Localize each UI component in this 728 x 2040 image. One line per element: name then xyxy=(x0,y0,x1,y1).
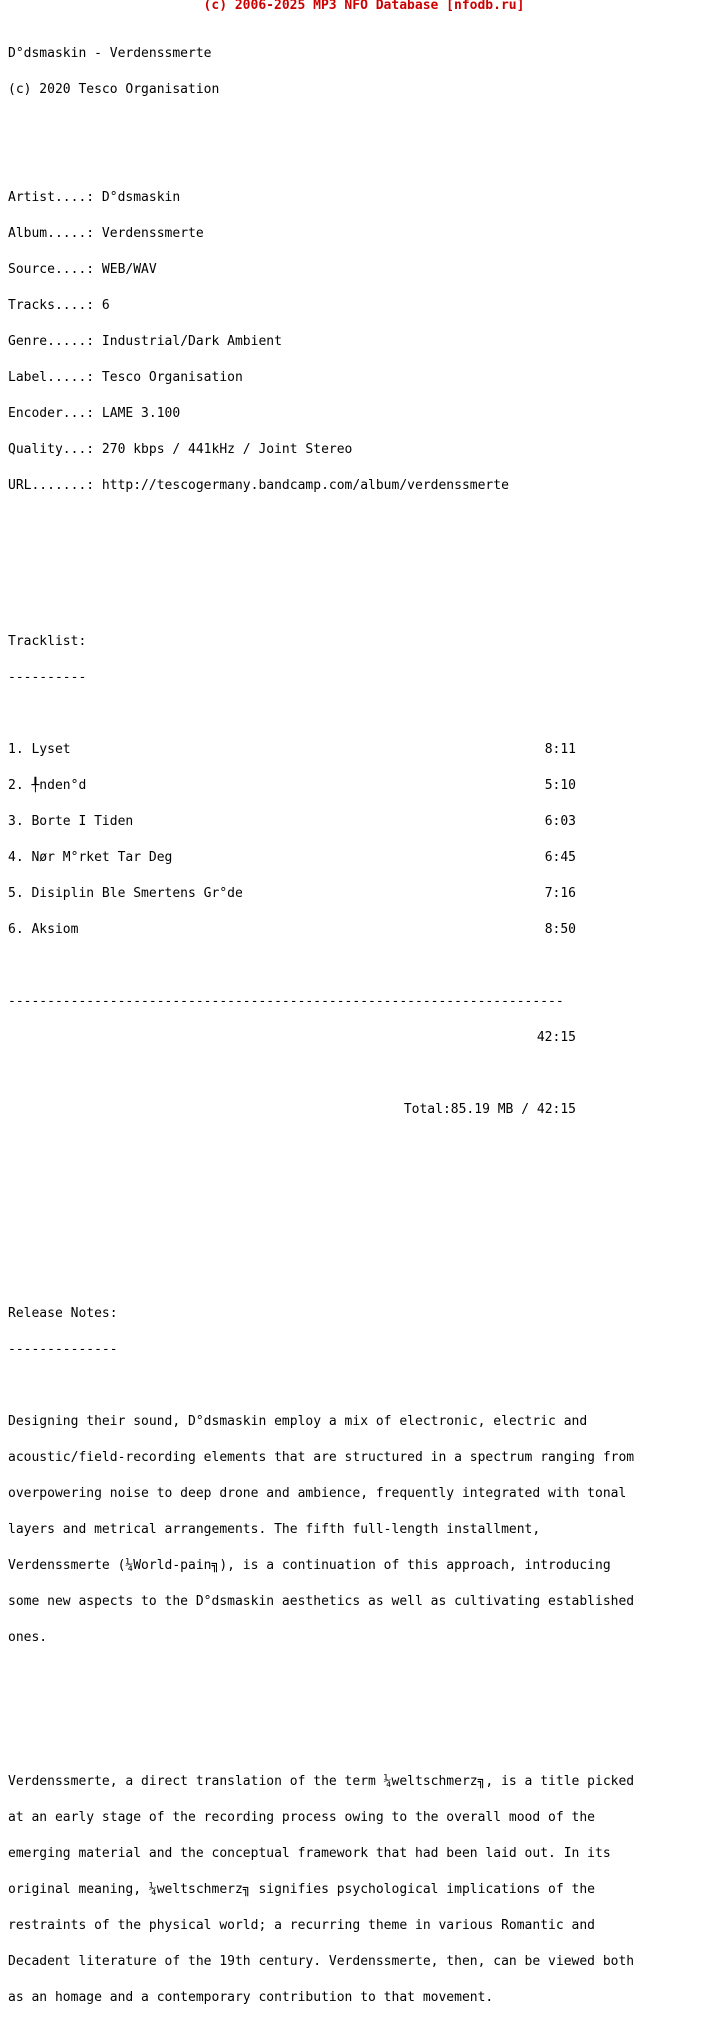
notes-line: ones. xyxy=(8,1630,48,1645)
blank-line xyxy=(8,1704,634,1716)
notes-line: original meaning, ¼weltschmerz╗ signifies psychological implications of the xyxy=(8,1882,595,1897)
info-value: LAME 3.100 xyxy=(101,406,181,421)
info-row xyxy=(8,372,634,384)
track-name: 3. Borte I Tiden xyxy=(8,814,134,829)
info-row xyxy=(8,444,634,456)
track-time: 5:10 xyxy=(544,778,576,793)
track-name: 4. Nør M°rket Tar Deg xyxy=(8,850,173,865)
info-key: Genre.....: xyxy=(8,334,95,349)
info-value: 270 kbps / 441kHz / Joint Stereo xyxy=(101,442,353,457)
release-notes-paragraph-1 xyxy=(8,1392,634,1668)
info-value: Tesco Organisation xyxy=(101,370,243,385)
notes-line: overpowering noise to deep drone and ambience, frequently integrated with tonal xyxy=(8,1486,627,1501)
notes-line: some new aspects to the D°dsmaskin aesthetics as well as cultivating established xyxy=(8,1594,635,1609)
blank-line xyxy=(8,588,634,600)
notes-line: as an homage and a contemporary contribution to that movement. xyxy=(8,1990,494,2005)
info-row xyxy=(8,408,634,420)
info-row xyxy=(8,336,634,348)
track-name: 6. Aksiom xyxy=(8,922,79,937)
info-block xyxy=(8,168,634,516)
total-time: 42:15 xyxy=(536,1030,576,1045)
track-row xyxy=(8,816,634,828)
notes-line: at an early stage of the recording process owing to the overall mood of the xyxy=(8,1810,595,1825)
track-list xyxy=(8,720,634,960)
info-key: Encoder...: xyxy=(8,406,95,421)
release-title: D°dsmaskin - Verdenssmerte xyxy=(8,46,212,61)
info-row xyxy=(8,264,634,276)
info-value: http://tescogermany.bandcamp.com/album/verdenssmerte xyxy=(101,478,509,493)
info-key: Source....: xyxy=(8,262,95,277)
blank-line xyxy=(8,552,634,564)
track-time: 6:03 xyxy=(544,814,576,829)
blank-line xyxy=(8,120,634,132)
blank-line xyxy=(8,1224,634,1236)
notes-line: emerging material and the conceptual framework that had been laid out. In its xyxy=(8,1846,611,1861)
info-key: URL.......: xyxy=(8,478,95,493)
site-banner: (c) 2006-2025 MP3 NFO Database [nfodb.ru] xyxy=(203,0,525,13)
info-key: Album.....: xyxy=(8,226,95,241)
notes-line: restraints of the physical world; a recurring theme in various Romantic and xyxy=(8,1918,595,1933)
track-name: 5. Disiplin Ble Smertens Gr°de xyxy=(8,886,243,901)
tracklist-heading: Tracklist: xyxy=(8,634,87,649)
track-row xyxy=(8,924,634,936)
info-row xyxy=(8,192,634,204)
info-value: D°dsmaskin xyxy=(101,190,181,205)
release-copyright: (c) 2020 Tesco Organisation xyxy=(8,82,220,97)
info-row xyxy=(8,480,634,492)
track-row xyxy=(8,852,634,864)
notes-line: Designing their sound, D°dsmaskin employ a mix of electronic, electric and xyxy=(8,1414,588,1429)
tracklist-separator: ----------------------------------------------------------------------- xyxy=(8,994,564,1009)
notes-line: layers and metrical arrangements. The fifth full-length installment, xyxy=(8,1522,541,1537)
track-row xyxy=(8,780,634,792)
track-name: 1. Lyset xyxy=(8,742,71,757)
info-key: Tracks....: xyxy=(8,298,95,313)
tracklist-underline: ---------- xyxy=(8,670,87,685)
release-notes-underline: -------------- xyxy=(8,1342,118,1357)
track-time: 7:16 xyxy=(544,886,576,901)
info-value: WEB/WAV xyxy=(101,262,157,277)
blank-line xyxy=(8,1068,634,1080)
info-row xyxy=(8,300,634,312)
release-notes-heading: Release Notes: xyxy=(8,1306,118,1321)
release-notes-paragraph-2 xyxy=(8,1752,634,2028)
total-size: Total:85.19 MB / 42:15 xyxy=(403,1102,576,1117)
nfo-text xyxy=(8,24,634,2040)
blank-line xyxy=(8,1152,634,1164)
track-row xyxy=(8,744,634,756)
info-row xyxy=(8,228,634,240)
blank-line xyxy=(8,1260,634,1272)
info-key: Quality...: xyxy=(8,442,95,457)
info-key: Label.....: xyxy=(8,370,95,385)
notes-line: Verdenssmerte (¼World-pain╗), is a continuation of this approach, introducing xyxy=(8,1558,611,1573)
info-key: Artist....: xyxy=(8,190,95,205)
blank-line xyxy=(8,1188,634,1200)
track-time: 6:45 xyxy=(544,850,576,865)
info-value: Industrial/Dark Ambient xyxy=(101,334,282,349)
track-name: 2. ╀nden°d xyxy=(8,778,87,793)
info-value: 6 xyxy=(101,298,110,313)
track-time: 8:11 xyxy=(544,742,576,757)
notes-line: Decadent literature of the 19th century. Verdenssmerte, then, can be viewed both xyxy=(8,1954,635,1969)
track-time: 8:50 xyxy=(544,922,576,937)
notes-line: acoustic/field-recording elements that are structured in a spectrum ranging from xyxy=(8,1450,635,1465)
info-value: Verdenssmerte xyxy=(101,226,204,241)
track-row xyxy=(8,888,634,900)
notes-line: Verdenssmerte, a direct translation of the term ¼weltschmerz╗, is a title picked xyxy=(8,1774,635,1789)
